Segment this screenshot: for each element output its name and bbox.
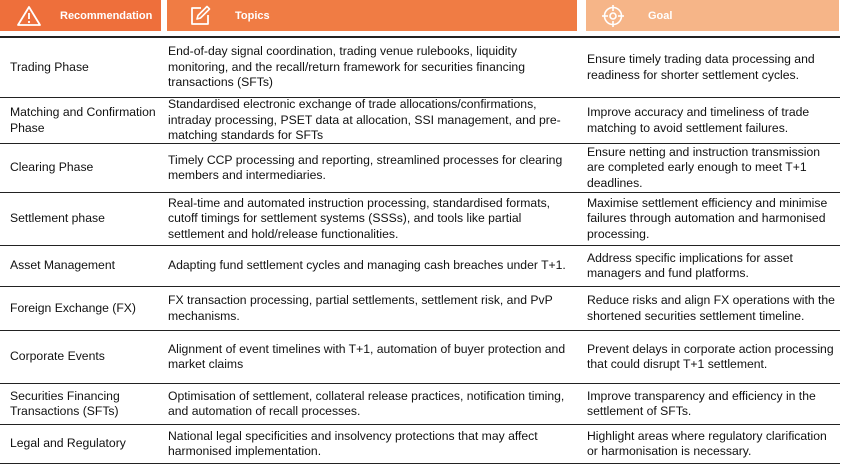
- goal-cell: Highlight areas where regulatory clarification or harmonisation is necessary.: [587, 428, 827, 458]
- goal-cell: Improve accuracy and timeliness of trade matching to avoid settlement failures.: [587, 105, 810, 135]
- table-row: [0, 144, 840, 192]
- topics-cell: National legal specificities and insolvency protections that may affect harmonised implementation.: [168, 428, 538, 458]
- table-row: [0, 98, 840, 143]
- topics-cell: Real-time and automated instruction processing, standardised formats, cutoff timings for settlement systems (SSSs), and tools like partial settlement and hold/release functionalities.: [168, 195, 551, 241]
- recommendation-cell: Securities Financing Transactions (SFTs): [10, 388, 120, 418]
- topics-cell: End-of-day signal coordination, trading venue rulebooks, liquidity monitoring, and the recall/return framework for securities financing transactions (SFTs): [168, 44, 525, 90]
- topics-cell: FX transaction processing, partial settlements, settlement risk, and PvP mechanisms.: [168, 293, 553, 323]
- table-row: [0, 425, 840, 463]
- recommendation-cell: Corporate Events: [10, 349, 105, 364]
- recommendation-cell: Matching and Confirmation Phase: [10, 105, 156, 135]
- table-row: [0, 287, 840, 330]
- recommendation-cell: Foreign Exchange (FX): [10, 300, 136, 315]
- header-recommendation-label: Recommendation: [60, 9, 153, 22]
- topics-cell: Standardised electronic exchange of trade allocations/confirmations, intraday processing, PSET data at allocation, SSI management, and pre-matching standards for SFTs: [168, 97, 561, 143]
- goal-cell: Prevent delays in corporate action processing that could disrupt T+1 settlement.: [587, 341, 834, 371]
- table-row: [0, 246, 840, 286]
- goal-cell: Ensure timely trading data processing and readiness for shorter settlement cycles.: [587, 52, 815, 82]
- table-row: [0, 193, 840, 245]
- recommendation-cell: Settlement phase: [10, 211, 105, 226]
- header-recommendation: [0, 0, 161, 31]
- goal-cell: Improve transparency and efficiency in the settlement of SFTs.: [587, 388, 816, 418]
- table-row: [0, 384, 840, 424]
- topics-cell: Optimisation of settlement, collateral release practices, notification timing, and automation of recall processes.: [168, 388, 565, 418]
- header-topics: [167, 0, 577, 31]
- warning-icon: [14, 4, 44, 28]
- goal-cell: Reduce risks and align FX operations with the shortened securities settlement timeline.: [587, 293, 835, 323]
- recommendation-cell: Asset Management: [10, 258, 116, 273]
- goal-cell: Maximise settlement efficiency and minimise failures through automation and harmonised processing.: [587, 195, 828, 241]
- target-icon: [598, 4, 628, 28]
- table-row: [0, 38, 840, 97]
- edit-icon: [185, 4, 215, 28]
- table-bottom-border: [0, 463, 840, 464]
- header-topics-label: Topics: [235, 9, 270, 22]
- table-row: [0, 331, 840, 383]
- recommendation-cell: Trading Phase: [10, 59, 89, 74]
- goal-cell: Ensure netting and instruction transmission are completed early enough to meet T+1 deadlines.: [587, 144, 821, 190]
- topics-cell: Alignment of event timelines with T+1, automation of buyer protection and market claims: [168, 341, 566, 371]
- recommendation-cell: Legal and Regulatory: [10, 436, 126, 451]
- header-goal: [586, 0, 839, 31]
- topics-cell: Adapting fund settlement cycles and managing cash breaches under T+1.: [168, 258, 566, 273]
- topics-cell: Timely CCP processing and reporting, streamlined processes for clearing members and intermediaries.: [168, 152, 563, 182]
- goal-cell: Address specific implications for asset managers and fund platforms.: [587, 250, 793, 280]
- header-goal-label: Goal: [648, 9, 673, 22]
- recommendation-cell: Clearing Phase: [10, 160, 94, 175]
